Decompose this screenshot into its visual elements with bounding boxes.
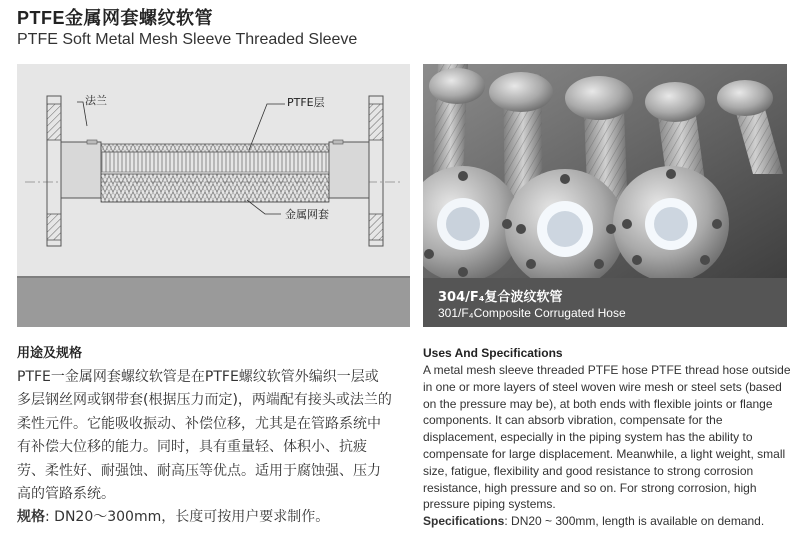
flange-label: 法兰 xyxy=(85,94,107,107)
usage-section-cn xyxy=(17,342,392,529)
hose-flanges-photo xyxy=(423,64,787,278)
metal-mesh-label: 金属网套 xyxy=(285,208,329,221)
usage-heading-en: Uses And Specifications xyxy=(423,346,563,360)
spec-value-en: : DN20 ~ 300mm, length is available on demand. xyxy=(504,514,765,529)
page-subtitle: PTFE Soft Metal Mesh Sleeve Threaded Sleeve xyxy=(17,31,358,48)
photo-caption xyxy=(423,278,787,327)
ptfe-layer-label: PTFE层 xyxy=(287,96,325,109)
panel-band xyxy=(17,278,410,327)
hose-diagram xyxy=(17,64,410,327)
hose-cross-section-drawing xyxy=(17,64,410,277)
spec-line-cn xyxy=(17,506,392,529)
photo-caption-en: 301/F₄Composite Corrugated Hose xyxy=(438,306,626,320)
spec-line-en xyxy=(423,513,795,530)
photo-caption-cn: 304/F₄复合波纹软管 xyxy=(438,290,563,305)
spec-label-cn: 规格 xyxy=(17,509,45,526)
usage-body-en: A metal mesh sleeve threaded PTFE hose PTFE thread hose outside in one or more layers of steel woven wire mesh or steel sets (based on the pressure may be), at both ends with flexible joints or flange components. It can absorb vibration, compensate for the displacement, especially in the piping system has the ability to compensate for large displacement. Meanwhile, a light weight, small size, fatigue, flexibility and good resistance to strong corrosion resistance, high pressure and so on. For strong corrosion, high pressure piping systems. xyxy=(423,363,791,512)
page-title: PTFE金属网套螺纹软管 xyxy=(17,8,214,28)
product-photo xyxy=(423,64,787,327)
usage-section-en xyxy=(423,346,795,530)
spec-label-en: Specifications xyxy=(423,514,505,529)
usage-heading-cn: 用途及规格 xyxy=(17,346,83,361)
spec-value-cn: : DN20～300mm，长度可按用户要求制作。 xyxy=(45,509,330,526)
usage-body-cn: PTFE一金属网套螺纹软管是在PTFE螺纹软管外编织一层或多层钢丝网或钢带套(根据压力而定)，两端配有接头或法兰的柔性元件。它能吸收振动、补偿位移，尤其是在管路系统中有补偿大位移的能力。同时，具有重量轻、体积小、抗疲劳、柔性好、耐强蚀、耐高压等优点。适用于腐蚀强、压力高的管路系统。 xyxy=(17,369,392,503)
